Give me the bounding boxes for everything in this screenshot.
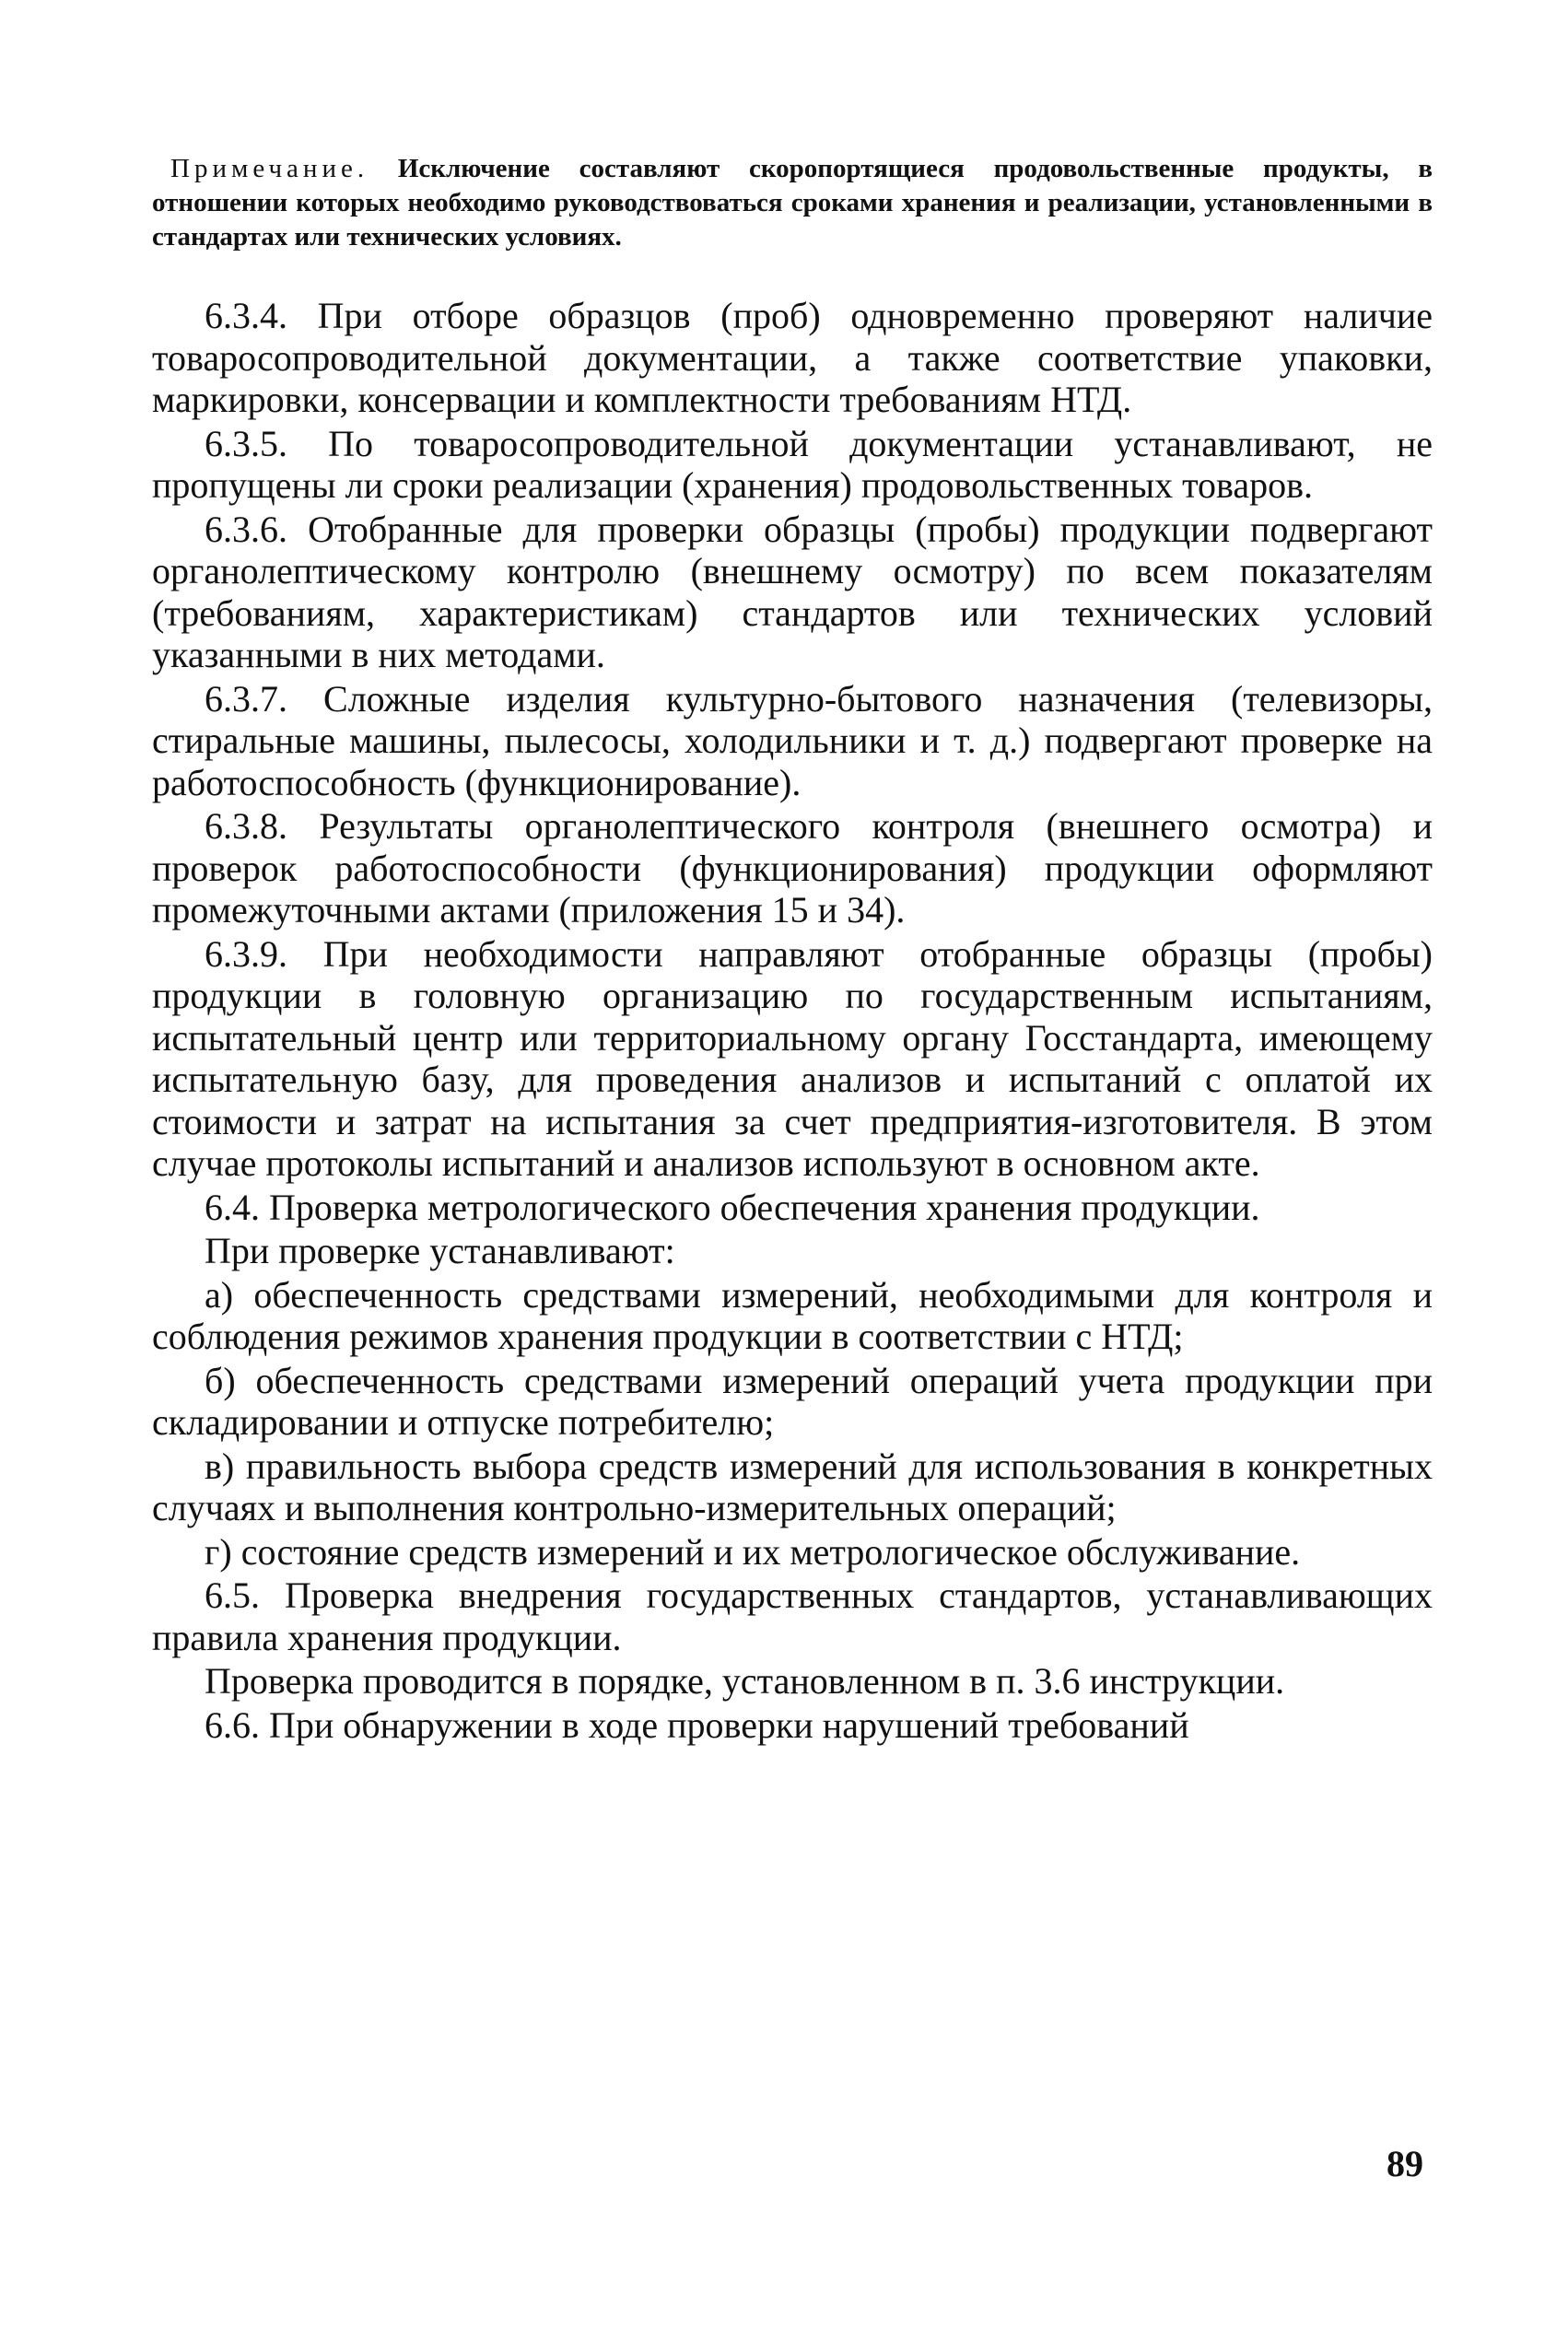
list-item-a: а) обеспеченность средствами измерений, необходимыми для контроля и соблюдения режимов хранения продукции в соответствии с НТД; (152, 1273, 1433, 1357)
paragraph-6-3-8: 6.3.8. Результаты органолептического контроля (внешнего осмотра) и проверок работоспособности (функционирования) продукции оформляют промежуточными актами (приложения 15 и 34). (152, 805, 1433, 930)
paragraph-6-3-6: 6.3.6. Отобранные для проверки образцы (пробы) продукции подвергают органолептическому контролю (внешнему осмотру) по всем показателям (требованиям, характеристикам) стандартов или технических условий указанными в них методами. (152, 508, 1433, 675)
paragraph-6-5: 6.5. Проверка внедрения государственных стандартов, устанавливающих правила хранения продукции. (152, 1574, 1433, 1658)
document-page (152, 152, 1433, 1748)
list-item-v: в) правильность выбора средств измерений для использования в конкретных случаях и выполнения контрольно-измерительных операций; (152, 1445, 1433, 1528)
paragraph-6-6: 6.6. При обнаружении в ходе проверки нарушений требований (205, 1703, 1189, 1746)
paragraph-6-3-7: 6.3.7. Сложные изделия культурно-бытового назначения (телевизоры, стиральные машины, пылесосы, холодильники и т. д.) подвергают проверке на работоспособность (функционирование). (152, 677, 1433, 803)
paragraph-6-3-4: 6.3.4. При отборе образцов (проб) одновременно проверяют наличие товаросопроводительной документации, а также соответствие упаковки, маркировки, консервации и комплектности требованиям НТД. (152, 295, 1433, 420)
note-paragraph (152, 152, 1433, 254)
paragraph-6-4-intro: При проверке устанавливают: (205, 1230, 675, 1271)
page-number: 89 (1387, 2143, 1423, 2184)
list-item-g: г) состояние средств измерений и их метрологическое обслуживание. (205, 1530, 1301, 1573)
paragraph-6-4: 6.4. Проверка метрологического обеспечения хранения продукции. (205, 1186, 1260, 1228)
paragraph-6-3-5: 6.3.5. По товаросопроводительной документации устанавливают, не пропущены ли сроки реализации (хранения) продовольственных товаров. (152, 422, 1433, 506)
paragraph-6-5-text: Проверка проводится в порядке, установленном в п. 3.6 инструкции. (205, 1660, 1285, 1702)
list-item-b: б) обеспеченность средствами измерений операций учета продукции при складировании и отпуске потребителю; (152, 1359, 1433, 1443)
note-text: Исключение составляют скоропортящиеся продовольственные продукты, в отношении которых необходимо руководствоваться сроками хранения и реализации, установленными в стандартах или технических условиях. (152, 154, 1433, 252)
paragraph-6-3-9: 6.3.9. При необходимости направляют отобранные образцы (пробы) продукции в головную организацию по государственным испытаниям, испытательный центр или территориальному органу Госстандарта, имеющему испытательную базу, для проведения анализов и испытаний с оплатой их стоимости и затрат на испытания за счет предприятия-изготовителя. В этом случае протоколы испытаний и анализов используют в основном акте. (152, 932, 1433, 1184)
note-label: Примечание. (170, 154, 369, 183)
